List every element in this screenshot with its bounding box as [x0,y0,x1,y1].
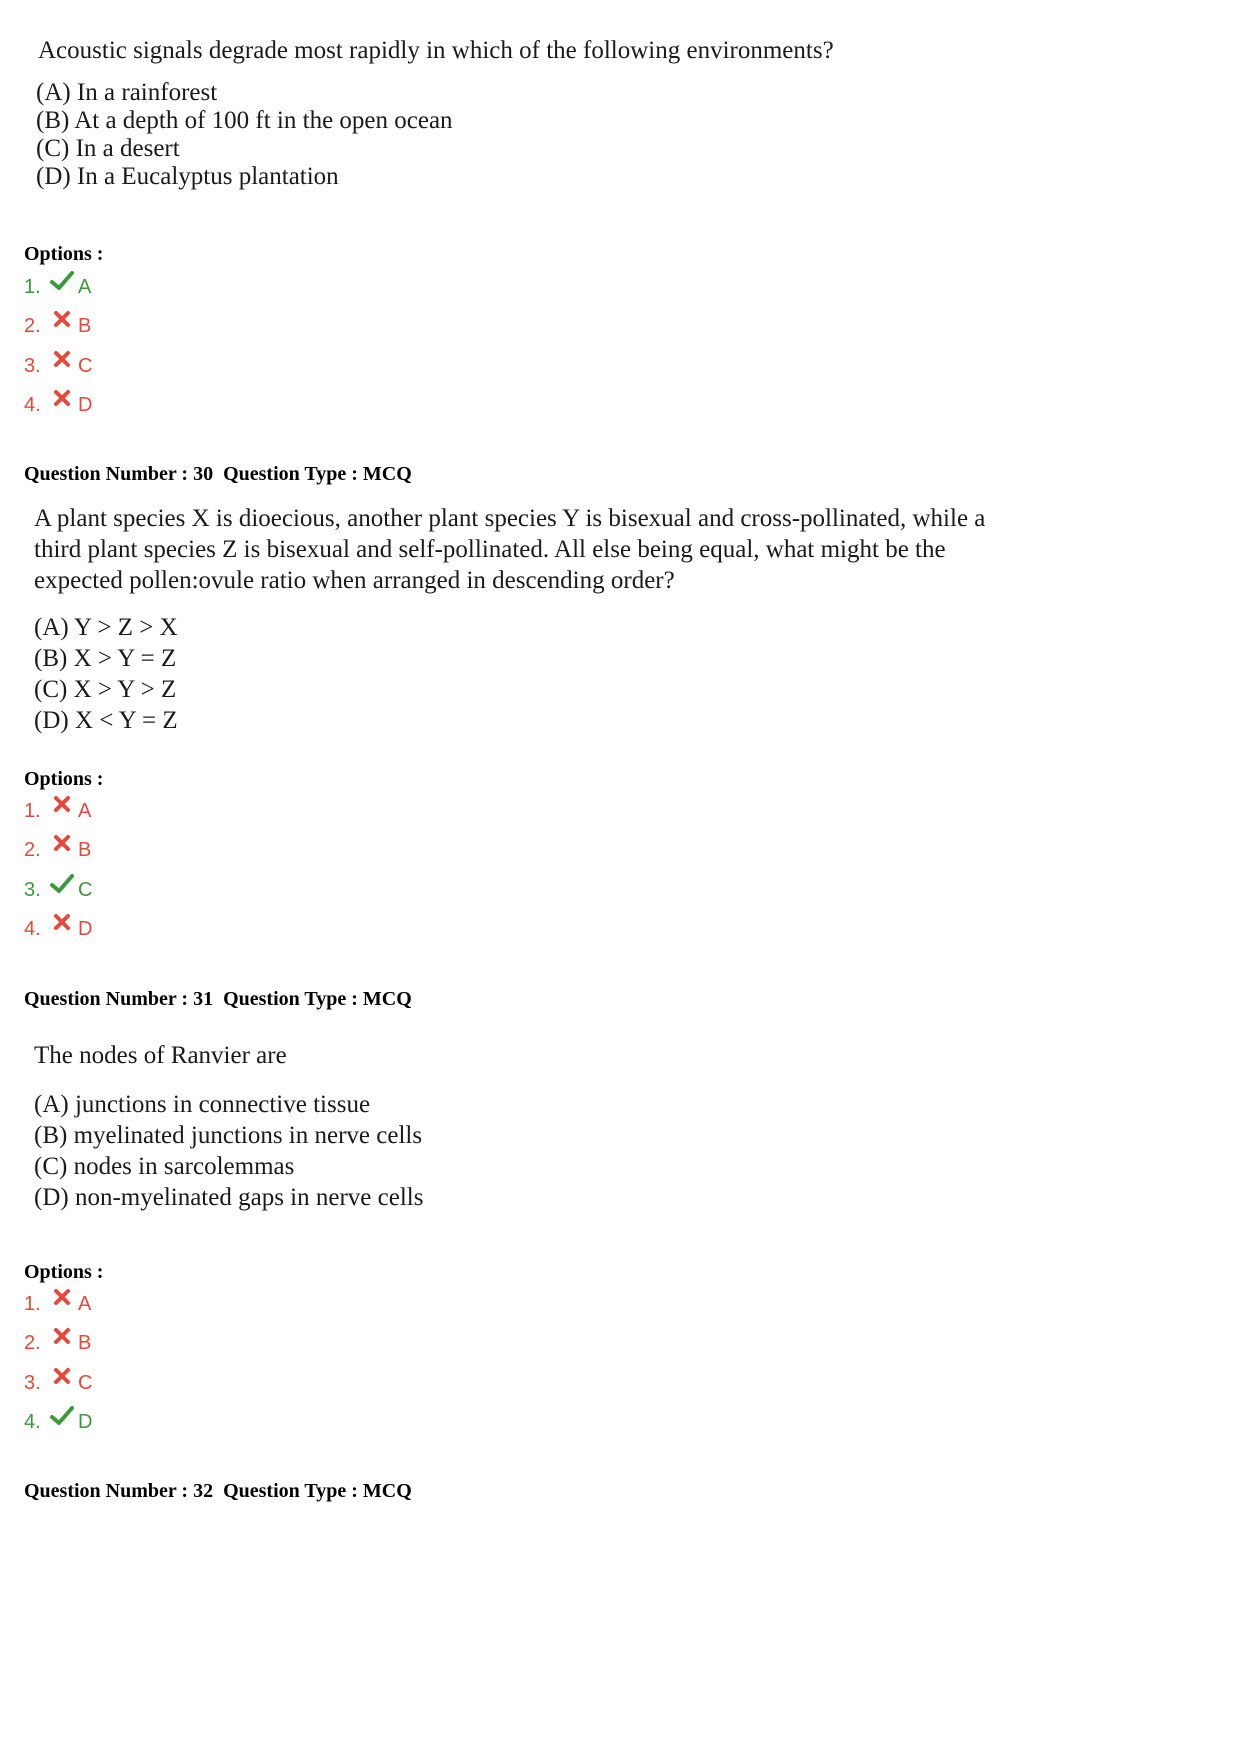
cross-icon [50,388,74,410]
question-text-line: A plant species X is dioecious, another plant species Y is bisexual and cross-pollinated, while a [34,505,986,532]
option-1 [24,1289,91,1319]
question-31-text [34,1040,287,1071]
option-number: 3. [24,878,41,901]
cross-icon [50,912,74,934]
question-29-text [38,35,834,66]
option-label: C [78,1371,93,1394]
option-number: 1. [24,1292,41,1315]
question-31-header: Question Number : 31 Question Type : MCQ [24,988,412,1010]
option-4 [24,914,92,944]
option-number: 3. [24,1371,41,1394]
choice-a: (A) Y > Z > X [34,614,178,641]
option-number: 3. [24,354,41,377]
option-label: A [78,1292,92,1315]
cross-icon [50,1326,74,1348]
option-3 [24,351,92,381]
options-heading: Options : [24,1261,104,1283]
option-1 [24,796,91,826]
cross-icon [50,1366,74,1388]
choice-b: (B) X > Y = Z [34,645,177,672]
option-label: B [78,1331,92,1354]
choice-a: (A) junctions in connective tissue [34,1091,371,1118]
option-label: D [78,1410,93,1433]
question-29-choices [36,77,453,189]
question-text-line: Acoustic signals degrade most rapidly in which of the following environments? [38,37,834,64]
option-4 [24,390,92,420]
options-heading: Options : [24,768,104,790]
question-text-line: third plant species Z is bisexual and self-pollinated. All else being equal, what might be the [34,536,946,563]
option-label: A [78,799,92,822]
option-label: B [78,314,92,337]
option-label: D [78,393,93,416]
option-2 [24,311,91,341]
choice-d: (D) In a Eucalyptus plantation [36,163,339,190]
choice-b: (B) At a depth of 100 ft in the open ocean [36,107,453,134]
choice-b: (B) myelinated junctions in nerve cells [34,1122,423,1149]
choice-c: (C) nodes in sarcolemmas [34,1153,295,1180]
option-number: 1. [24,275,41,298]
option-label: C [78,354,93,377]
option-number: 2. [24,838,41,861]
option-number: 4. [24,393,41,416]
question-31-choices [34,1089,423,1213]
option-label: A [78,275,92,298]
options-heading: Options : [24,243,104,265]
option-number: 2. [24,1331,41,1354]
option-label: C [78,878,93,901]
choice-d: (D) X < Y = Z [34,707,178,734]
question-30-text [34,503,985,596]
option-2 [24,835,91,865]
option-4 [24,1407,92,1437]
cross-icon [50,794,74,816]
question-text-line: expected pollen:ovule ratio when arranged in descending order? [34,567,675,594]
choice-c: (C) X > Y > Z [34,676,177,703]
check-icon [50,873,74,895]
choice-a: (A) In a rainforest [36,79,218,106]
check-icon [50,1405,74,1427]
question-30-header: Question Number : 30 Question Type : MCQ [24,463,412,485]
option-number: 4. [24,1410,41,1433]
option-number: 2. [24,314,41,337]
option-2 [24,1328,91,1358]
option-3 [24,875,92,905]
cross-icon [50,833,74,855]
option-number: 1. [24,799,41,822]
choice-c: (C) In a desert [36,135,180,162]
cross-icon [50,349,74,371]
cross-icon [50,1287,74,1309]
option-label: B [78,838,92,861]
option-label: D [78,917,93,940]
choice-d: (D) non-myelinated gaps in nerve cells [34,1184,424,1211]
question-30-choices [34,612,178,736]
question-text-line: The nodes of Ranvier are [34,1042,287,1069]
option-3 [24,1368,92,1398]
option-number: 4. [24,917,41,940]
question-32-header: Question Number : 32 Question Type : MCQ [24,1480,412,1502]
check-icon [50,270,74,292]
cross-icon [50,309,74,331]
option-1 [24,272,91,302]
